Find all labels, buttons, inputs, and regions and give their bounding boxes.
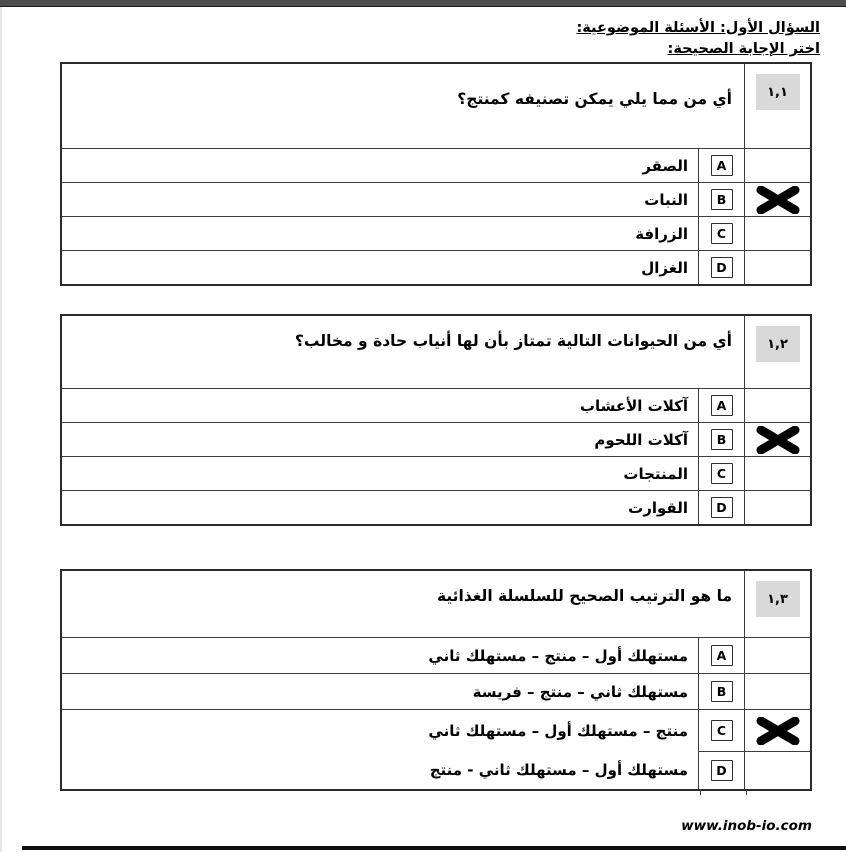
option-row (62, 250, 810, 284)
option-row (62, 388, 810, 422)
option-letter-badge: C (711, 463, 733, 484)
option-row (62, 456, 810, 490)
question-number-cell (744, 64, 810, 148)
option-letter-cell (698, 250, 744, 284)
answer-mark-cell (744, 182, 810, 216)
section-title: السؤال الأول: الأسئلة الموضوعية: (576, 20, 820, 36)
question-number-cell (744, 316, 810, 388)
answer-mark-cell (744, 422, 810, 456)
x-mark-icon (756, 717, 800, 745)
option-label: مستهلك ثاني – منتج – فريسة (62, 673, 698, 709)
option-letter-badge: D (711, 257, 733, 278)
x-mark-icon (756, 426, 800, 454)
question-header-row (62, 64, 810, 148)
question-number-badge: ١,١ (756, 74, 800, 110)
option-label: منتج – مستهلك أول – مستهلك ثاني (62, 709, 698, 751)
instruction-line: اختر الإجابة الصحيحة: (667, 41, 820, 57)
answer-mark-cell (744, 637, 810, 673)
question-2-table (60, 314, 812, 526)
option-label: الصقر (62, 148, 698, 182)
option-letter-cell (698, 490, 744, 524)
question-text: ما هو الترتيب الصحيح للسلسلة الغذائية (436, 587, 732, 605)
option-letter-badge: A (711, 155, 733, 176)
option-letter-badge: D (711, 760, 733, 781)
option-letter-badge: A (711, 645, 733, 666)
option-label: الغزال (62, 250, 698, 284)
question-number-badge: ١,٢ (756, 326, 800, 362)
option-letter-cell (698, 216, 744, 250)
option-label: آكلات الأعشاب (62, 388, 698, 422)
option-label: مستهلك أول – منتج – مستهلك ثاني (62, 637, 698, 673)
answer-mark-cell (744, 250, 810, 284)
answer-mark-cell (744, 388, 810, 422)
option-letter-cell (698, 637, 744, 673)
option-letter-cell (698, 182, 744, 216)
option-row (62, 709, 810, 751)
question-number-cell (744, 571, 810, 637)
option-letter-cell (698, 456, 744, 490)
option-letter-badge: A (711, 395, 733, 416)
x-mark-icon (756, 186, 800, 214)
option-label: الزرافة (62, 216, 698, 250)
answer-mark-cell (744, 456, 810, 490)
answer-mark-cell (744, 709, 810, 751)
option-letter-badge: C (711, 223, 733, 244)
website-url: www.inob-io.com (681, 818, 812, 834)
option-letter-badge: B (711, 681, 733, 702)
option-label: آكلات اللحوم (62, 422, 698, 456)
option-label: المنتجات (62, 456, 698, 490)
page-left-edge (0, 7, 2, 852)
option-row (62, 751, 810, 789)
option-letter-cell (698, 388, 744, 422)
option-letter-badge: C (711, 720, 733, 741)
question-header-row (62, 316, 810, 388)
page-top-edge (0, 0, 846, 7)
option-row (62, 637, 810, 673)
option-letter-badge: B (711, 429, 733, 450)
table-border-stub (746, 789, 747, 795)
document-headers (0, 7, 846, 60)
page-footer-rule (22, 846, 846, 850)
option-row (62, 422, 810, 456)
question-3-table (60, 569, 812, 791)
answer-mark-cell (744, 148, 810, 182)
question-1-table (60, 62, 812, 286)
table-border-stub (700, 789, 701, 795)
option-letter-cell (698, 751, 744, 789)
answer-mark-cell (744, 216, 810, 250)
option-row (62, 490, 810, 524)
option-label: القوارت (62, 490, 698, 524)
option-letter-badge: D (711, 497, 733, 518)
option-row (62, 182, 810, 216)
option-letter-badge: B (711, 189, 733, 210)
option-row (62, 673, 810, 709)
answer-mark-cell (744, 490, 810, 524)
answer-mark-cell (744, 751, 810, 789)
question-text: أي من الحيوانات التالية تمتاز بأن لها أنياب حادة و مخالب؟ (294, 332, 732, 350)
option-letter-cell (698, 148, 744, 182)
option-label: مستهلك أول – مستهلك ثاني - منتج (429, 761, 688, 779)
option-letter-cell (698, 422, 744, 456)
question-text: أي من مما يلي يمكن تصنيفه كمنتج؟ (457, 90, 732, 108)
option-row (62, 148, 810, 182)
question-header-row (62, 571, 810, 637)
answer-mark-cell (744, 673, 810, 709)
option-row (62, 216, 810, 250)
option-letter-cell (698, 709, 744, 751)
option-letter-cell (698, 673, 744, 709)
option-label: النبات (62, 182, 698, 216)
question-number-badge: ١,٣ (756, 581, 800, 617)
